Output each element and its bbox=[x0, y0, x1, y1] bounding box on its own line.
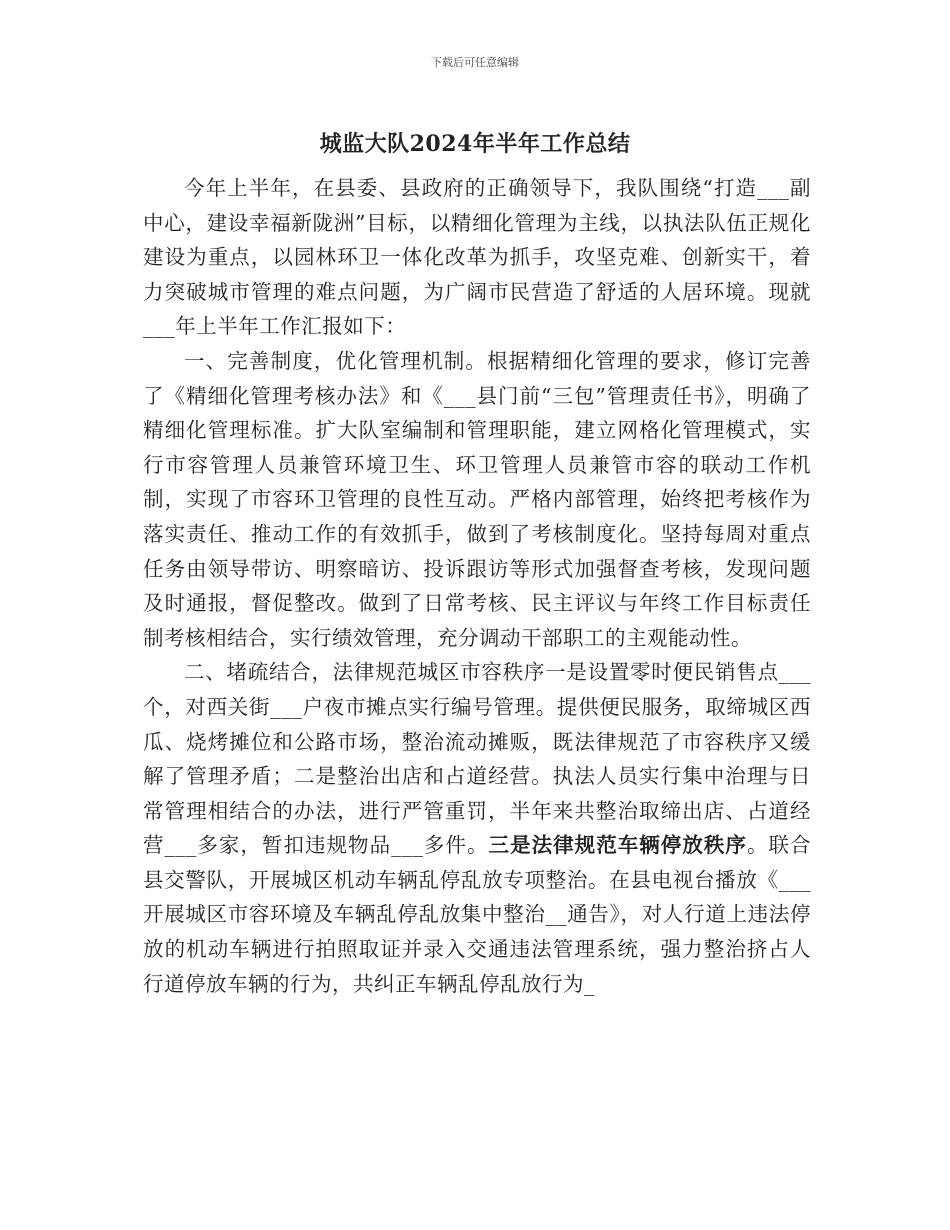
paragraph-section-2-bold-phrase: 三是法律规范车辆停放秩序 bbox=[488, 833, 747, 858]
paragraph-intro: 今年上半年，在县委、县政府的正确领导下，我队围绕“打造___副中心，建设幸福新陇洲”目标，以精细化管理为主线，以执法队伍正规化建设为重点，以园林环卫一体化改革为抓手，攻坚克难、创新实干，着力突破城市管理的难点问题，为广阔市民营造了舒适的人居环境。现就___年上半年工作汇报如下： bbox=[143, 176, 811, 339]
paragraph-section-2 bbox=[143, 655, 811, 1001]
page-header-note: 下载后可任意编辑 bbox=[431, 56, 519, 69]
paragraph-section-1: 一、完善制度，优化管理机制。根据精细化管理的要求，修订完善了《精细化管理考核办法》和《___县门前“三包”管理责任书》，明确了精细化管理标准。扩大队室编制和管理职能，建立网格化管理模式，实行市容管理人员兼管环境卫生、环卫管理人员兼管市容的联动工作机制，实现了市容环卫管理的良性互动。严格内部管理，始终把考核作为落实责任、推动工作的有效抓手，做到了考核制度化。坚持每周对重点任务由领导带访、明察暗访、投诉跟访等形式加强督查考核，发现问题及时通报，督促整改。做到了日常考核、民主评议与年终工作目标责任制考核相结合，实行绩效管理，充分调动干部职工的主观能动性。 bbox=[143, 348, 811, 650]
document-title: 城监大队2024年半年工作总结 bbox=[319, 131, 631, 157]
paragraph-section-2-text-a: 二、堵疏结合，法律规范城区市容秩序一是设置零时便民销售点___个，对西关街___户夜市摊点实行编号管理。提供便民服务，取缔城区西瓜、烧烤摊位和公路市场，整治流动摊贩，既法律规范了市容秩序又缓解了管理矛盾；二是整治出店和占道经营。执法人员实行集中治理与日常管理相结合的办法，进行严管重罚，半年来共整治取缔出店、占道经营___多家，暂扣违规物品___多件。 bbox=[143, 660, 811, 858]
document-body bbox=[143, 171, 811, 1001]
paragraph-section-2-text-b: 。联合县交警队，开展城区机动车辆乱停乱放专项整治。在县电视台播放《___开展城区市容环境及车辆乱停乱放集中整治__通告》，对人行道上违法停放的机动车辆进行拍照取证并录入交通违法管理系统，强力整治挤占人行道停放车辆的行为，共纠正车辆乱停乱放行为_ bbox=[143, 833, 812, 996]
